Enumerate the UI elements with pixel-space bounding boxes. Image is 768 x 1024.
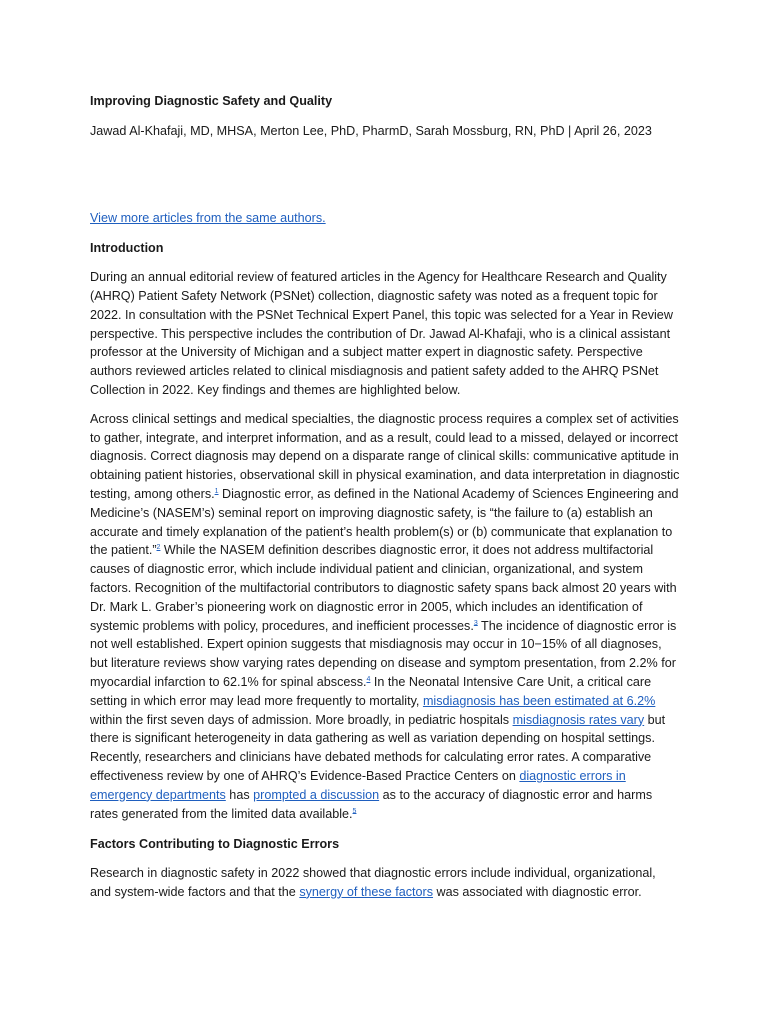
section-heading-introduction: Introduction (90, 241, 164, 256)
article (90, 92, 680, 912)
text-run: but there is significant heterogeneity in data gathering as well as variation depending on hospital settings. Recently, researchers and clinicians have debated methods for calculating error rates. A comparative effectiveness review by one of AHRQ’s Evidence-Based Practice Centers on (90, 712, 666, 783)
intro-paragraph-2 (90, 410, 680, 824)
reference-1-link[interactable]: 1 (214, 487, 219, 495)
text-run: was associated with diagnostic error. (433, 884, 642, 899)
prompted-discussion-link[interactable]: prompted a discussion (253, 787, 380, 802)
article-title: Improving Diagnostic Safety and Quality (90, 94, 333, 108)
text-run: has (225, 787, 254, 802)
text-run: as to the accuracy of diagnostic error and harms rates generated from the limited data available. (90, 787, 653, 821)
text-run: Research in diagnostic safety in 2022 showed that diagnostic errors include individual, organizational, and system-wide factors and that the (90, 866, 656, 899)
misdiagnosis-rates-link[interactable]: misdiagnosis rates vary (512, 712, 645, 727)
factors-paragraph-1 (90, 864, 680, 902)
synergy-factors-link[interactable]: synergy of these factors (299, 884, 434, 899)
reference-5-link[interactable]: 5 (352, 807, 357, 815)
reference-2-link[interactable]: 2 (156, 544, 161, 552)
more-articles-link[interactable]: View more articles from the same authors. (90, 210, 326, 225)
misdiagnosis-nicu-link[interactable]: misdiagnosis has been estimated at 6.2% (422, 693, 656, 708)
article-byline: Jawad Al-Khafaji, MD, MHSA, Merton Lee, PhD, PharmD, Sarah Mossburg, RN, PhD | April 26, 2023 (90, 123, 652, 138)
text-run: The incidence of diagnostic error is not well established. Expert opinion suggests that misdiagnosis may occur in 10−15% of all diagnoses, but literature reviews show varying rates depending on disease and symptom presentation, from 2.2% for myocardial infarction to 62.1% for spinal abscess. (90, 618, 677, 689)
text-run: within the first seven days of admission. More broadly, in pediatric hospitals (90, 712, 513, 727)
section-heading-factors: Factors Contributing to Diagnostic Errors (90, 837, 340, 852)
text-run: In the Neonatal Intensive Care Unit, a critical care setting in which error may lead more frequently to mortality, (90, 674, 652, 708)
intro-paragraph-1: During an annual editorial review of featured articles in the Agency for Healthcare Research and Quality (AHRQ) Patient Safety Network (PSNet) collection, diagnostic safety was noted as a frequent topic for 2022. In consultation with the PSNet Technical Expert Panel, this topic was selected for a Year in Review perspective. This perspective includes the contribution of Dr. Jawad Al-Khafaji, who is a clinical assistant professor at the University of Michigan and a subject matter expert in diagnostic safety. Perspective authors reviewed articles related to clinical misdiagnosis and patient safety added to the AHRQ PSNet Collection in 2022. Key findings and themes are highlighted below. (90, 270, 673, 397)
emergency-departments-link[interactable]: diagnostic errors in emergency departments (90, 768, 626, 802)
reference-4-link[interactable]: 4 (366, 675, 371, 683)
text-run: While the NASEM definition describes diagnostic error, it does not address multifactorial causes of diagnostic error, which include individual patient and clinician, organizational, and system factors. Recognition of the multifactorial contributors to diagnostic safety spans back almost 20 years with Dr. Mark L. Graber’s pioneering work on diagnostic error in 2005, which includes an identification of systemic problems with policy, procedures, and inefficient processes. (90, 543, 677, 633)
reference-3-link[interactable]: 3 (473, 619, 478, 627)
text-run: Diagnostic error, as defined in the National Academy of Sciences Engineering and Medicine’s (NASEM’s) seminal report on improving diagnostic safety, is “the failure to (a) establish an accurate and timely explanation of the patient’s health problem(s) or (b) communicate that explanation to the patient.” (90, 486, 679, 558)
text-run: Across clinical settings and medical specialties, the diagnostic process requires a complex set of activities to gather, integrate, and interpret information, and as a result, could lead to a missed, delayed or incorrect diagnosis. Correct diagnosis may depend on a disparate range of clinical skills: communicative aptitude in obtaining patient histories, observational skill in physical examination, and data interpretation in diagnostic testing, among others. (90, 411, 680, 501)
